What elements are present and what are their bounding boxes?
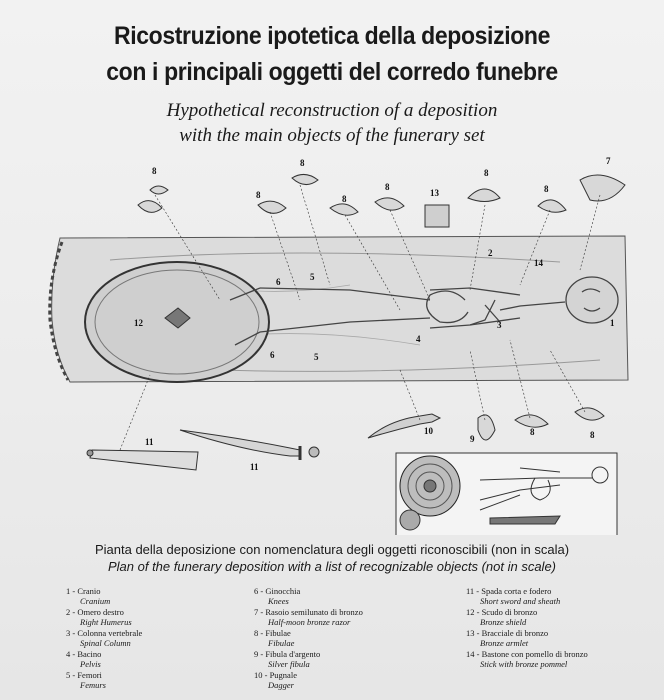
title-italian-line-1: Ricostruzione ipotetica della deposizione [113,22,551,50]
label-5a: 5 [310,272,315,282]
label-8h: 8 [530,427,535,437]
label-8b: 8 [256,190,261,200]
label-9: 9 [470,434,475,444]
legend-item: 2 - Omero destro Right Humerus [66,607,132,627]
legend-item: 6 - Ginocchia Knees [254,586,301,606]
label-7: 7 [606,156,611,166]
label-6b: 6 [270,350,275,360]
legend-item: 9 - Fibula d'argento Silver fibula [254,649,321,669]
inset-overview [396,453,617,535]
burial-plan-drawing [0,150,664,535]
label-1: 1 [610,318,615,328]
label-2: 2 [488,248,493,258]
label-14: 14 [534,258,543,268]
label-8e: 8 [385,182,390,192]
title-english-line-1: Hypothetical reconstruction of a deposition [166,100,498,121]
legend-item: 13 - Bracciale di bronzo Bronze armlet [466,628,549,648]
legend-column-1 [66,586,142,691]
label-10: 10 [424,426,433,436]
label-8c: 8 [300,158,305,168]
title-english-line-2: with the main objects of the funerary set [179,125,485,146]
fibulae-bottom-row [478,408,604,440]
title-italian-line-2: con i principali oggetti del corredo funebre [106,58,558,86]
legend-item: 1 - Cranio Cranium [66,586,111,606]
legend-item: 8 - Fibulae Fibulae [254,628,295,648]
legend-item: 5 - Femori Femurs [66,670,106,690]
legend-item: 12 - Scudo di bronzo Bronze shield [466,607,538,627]
label-12: 12 [134,318,143,328]
label-6a: 6 [276,277,281,287]
legend-item: 7 - Rasoio semilunato di bronzo Half-moon bronze razor [254,607,363,627]
legend-item: 11 - Spada corta e fodero Short sword and sheath [466,586,561,606]
bronze-shield [85,262,269,382]
caption-english: Plan of the funerary deposition with a list of recognizable objects (not in scale) [107,559,557,574]
legend-item: 3 - Colonna vertebrale Spinal Column [66,628,143,648]
label-13: 13 [430,188,439,198]
legend-item: 4 - Bacino Pelvis [66,649,102,669]
label-5b: 5 [314,352,319,362]
label-8d: 8 [342,194,347,204]
label-11a: 11 [145,437,154,447]
legend-column-2 [254,586,363,691]
label-3: 3 [497,320,502,330]
legend-item: 14 - Bastone con pomello di bronzo Stick with bronze pommel [466,649,588,669]
label-8f: 8 [484,168,489,178]
fibulae-top-row [138,174,625,227]
caption-italian: Pianta della deposizione con nomenclatura degli oggetti riconoscibili (non in scala) [94,542,570,557]
legend-column-3 [466,586,588,670]
label-8g: 8 [544,184,549,194]
label-8i: 8 [590,430,595,440]
legend-item: 10 - Pugnale Dagger [254,670,297,690]
label-4: 4 [416,334,421,344]
label-8a: 8 [152,166,157,176]
label-11b: 11 [250,462,259,472]
sword-sheath [87,450,198,470]
short-sword [180,430,319,460]
